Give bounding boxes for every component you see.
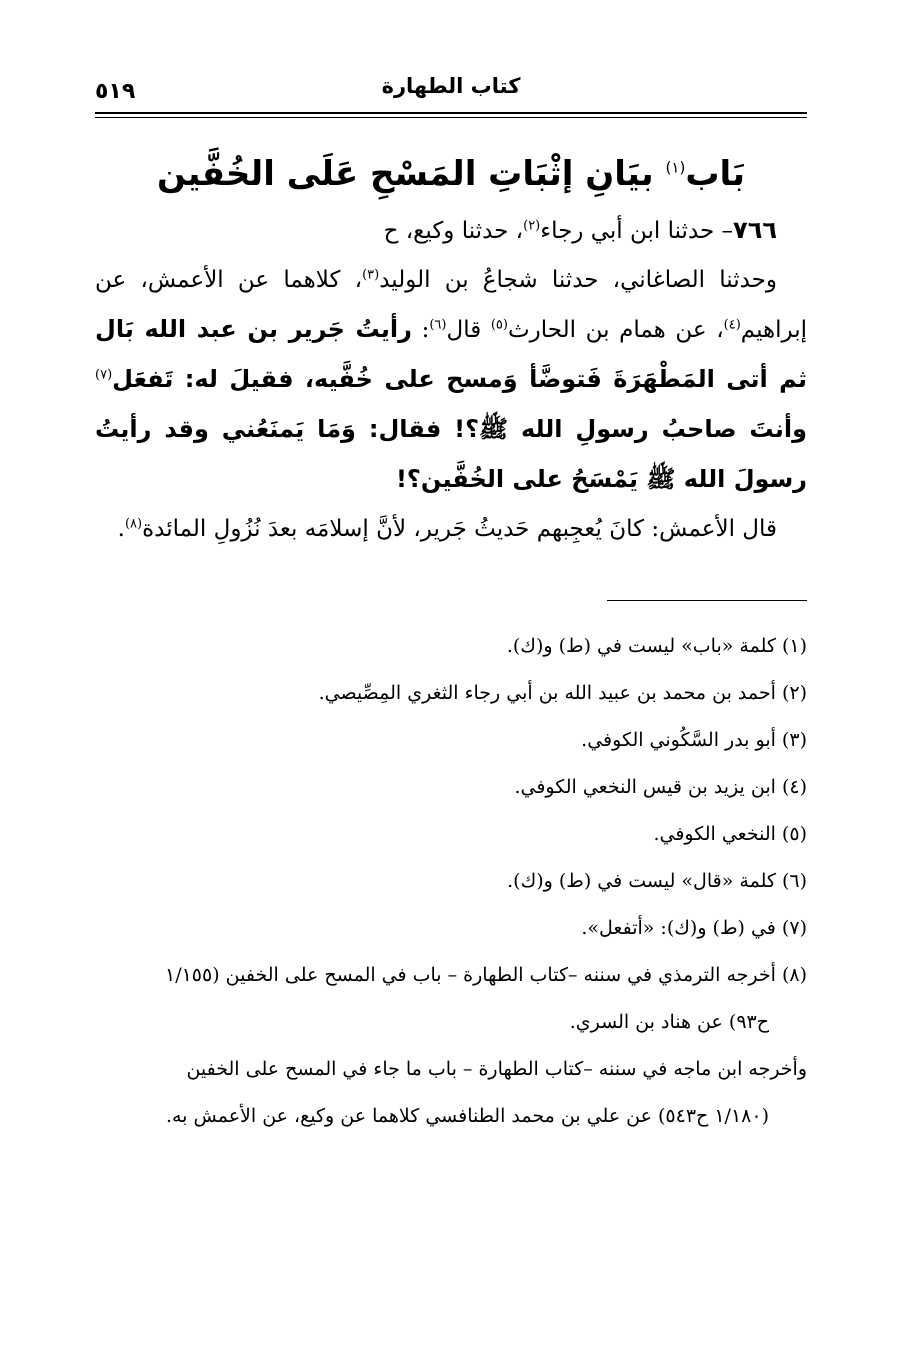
footnote-8-extra-continued: (١/١٨٠ ح٥٤٣) عن علي بن محمد الطنافسي كلاهما عن وكيع، عن الأعمش به. bbox=[165, 1105, 769, 1128]
hadith-number: ٧٦٦ bbox=[733, 216, 777, 245]
hadith-isnad-line2 bbox=[95, 256, 807, 505]
footnotes bbox=[95, 623, 807, 1140]
book-page bbox=[95, 70, 807, 1140]
comment-text: . bbox=[117, 516, 125, 543]
isnad-text: – حدثنا ابن أبي رجاء bbox=[540, 218, 734, 245]
footnote-ref-5: (٥) bbox=[490, 317, 508, 333]
footnote-8: (٨) أخرجه الترمذي في سننه –كتاب الطهارة – باب في المسح على الخفين (١/١٥٥ bbox=[165, 964, 807, 987]
footnote-8-extra: وأخرجه ابن ماجه في سننه –كتاب الطهارة – باب ما جاء في المسح على الخفين bbox=[186, 1058, 807, 1081]
footnote-ref-8: (٨) bbox=[124, 516, 143, 532]
isnad-text: : bbox=[411, 317, 430, 344]
chapter-title-rest: بيَانِ إثْبَاتِ المَسْحِ عَلَى الخُفَّين bbox=[156, 154, 666, 194]
hadith-matn-continued: وأنتَ صاحبُ رسولِ الله ﷺ؟! فقال: وَمَا يَمنَعُني وقد رأيتُ رسولَ الله ﷺ يَمْسَحُ على الخُفَّين؟! bbox=[95, 415, 807, 494]
footnote-6: (٦) كلمة «قال» ليست في (ط) و(ك). bbox=[507, 870, 807, 893]
footnote-7: (٧) في (ط) و(ك): «أتفعل». bbox=[581, 917, 807, 940]
footnote-3: (٣) أبو بدر السَّكُوني الكوفي. bbox=[581, 729, 807, 752]
isnad-text: ، حدثنا وكيع، ح bbox=[383, 218, 524, 245]
header-rule bbox=[95, 112, 807, 118]
isnad-text: وحدثنا الصاغاني، حدثنا شجاعُ بن الوليد bbox=[379, 267, 778, 294]
hadith-comment bbox=[95, 505, 807, 554]
footnote-2: (٢) أحمد بن محمد بن عبيد الله بن أبي رجاء الثغري المِصِّيصي. bbox=[318, 682, 807, 705]
footnote-1: (١) كلمة «باب» ليست في (ط) و(ك). bbox=[506, 635, 807, 658]
chapter-title-main: بَاب bbox=[685, 154, 746, 194]
running-title: كتاب الطهارة bbox=[381, 74, 521, 98]
footnote-8-continued: ح٩٣) عن هناد بن السري. bbox=[569, 1011, 769, 1034]
running-header bbox=[95, 70, 807, 104]
footnote-5: (٥) النخعي الكوفي. bbox=[653, 823, 807, 846]
footnote-4: (٤) ابن يزيد بن قيس النخعي الكوفي. bbox=[514, 776, 807, 799]
footnote-ref-4: (٤) bbox=[723, 317, 741, 333]
isnad-text: قال bbox=[446, 317, 491, 344]
footnote-ref-3: (٣) bbox=[362, 267, 380, 283]
hadith-body bbox=[95, 206, 807, 554]
isnad-text: ، عن همام بن الحارث bbox=[507, 317, 724, 344]
hadith-matn: رأيتُ جَرير بن عبد الله بَال ثم أتى المَطْهَرَةَ فَتوضَّأ وَمسح على خُفَّيه، فقيلَ له: تَفعَل bbox=[95, 315, 807, 394]
page-number: ٥١٩ bbox=[95, 79, 136, 104]
chapter-title bbox=[95, 152, 807, 196]
footnote-ref-6: (٦) bbox=[429, 317, 447, 333]
footnote-ref-1: (١) bbox=[665, 158, 686, 177]
isnad-text: ، كلاهما عن الأعمش، عن إبراهيم bbox=[95, 267, 808, 344]
footnote-ref-2: (٢) bbox=[523, 218, 541, 234]
comment-text: قال الأعمش: كانَ يُعجِبهم حَديثُ جَرير، لأنَّ إسلامَه بعدَ نُزُولِ المائدة bbox=[142, 516, 777, 543]
footnote-separator bbox=[607, 600, 807, 601]
hadith-isnad-line1 bbox=[95, 206, 807, 256]
footnote-ref-7: (٧) bbox=[95, 367, 113, 383]
